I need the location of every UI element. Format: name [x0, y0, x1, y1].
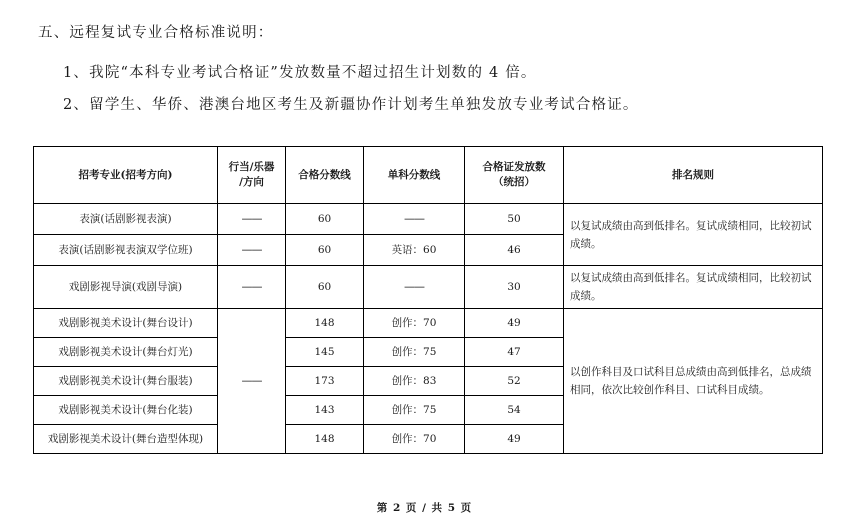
header-instrument: 行当/乐器 /方向: [218, 147, 286, 204]
cell-major: 戏剧影视美术设计(舞台灯光): [34, 338, 218, 367]
cell-pass: 148: [286, 425, 364, 454]
table-header-row: [34, 147, 823, 204]
cell-pass: 148: [286, 309, 364, 338]
cell-single: 创作：75: [364, 338, 465, 367]
cell-pass: 60: [286, 235, 364, 266]
cell-major: 戏剧影视美术设计(舞台设计): [34, 309, 218, 338]
header-cert-count: 合格证发放数 （统招）: [465, 147, 564, 204]
header-major: 招考专业(招考方向): [34, 147, 218, 204]
cell-pass: 143: [286, 396, 364, 425]
table-row: [34, 204, 823, 235]
cell-count: 50: [465, 204, 564, 235]
cell-rule: 以复试成绩由高到低排名。复试成绩相同，比较初试成绩。: [564, 204, 823, 266]
cell-count: 47: [465, 338, 564, 367]
cell-major: 戏剧影视美术设计(舞台服装): [34, 367, 218, 396]
section-heading: 五、远程复试专业合格标准说明：: [38, 25, 274, 41]
header-single-score: 单科分数线: [364, 147, 465, 204]
cell-instrument: ——: [218, 309, 286, 454]
cell-single: 创作：70: [364, 309, 465, 338]
note-item-2: 2、留学生、华侨、港澳台地区考生及新疆协作计划考生单独发放专业考试合格证。: [63, 97, 639, 113]
header-pass-score: 合格分数线: [286, 147, 364, 204]
header-rule: 排名规则: [564, 147, 823, 204]
cell-single: ——: [364, 204, 465, 235]
cell-count: 49: [465, 309, 564, 338]
cell-rule: 以复试成绩由高到低排名。复试成绩相同，比较初试成绩。: [564, 266, 823, 309]
pass-standard-table: [33, 146, 823, 454]
cell-count: 30: [465, 266, 564, 309]
note-item-1: 1、我院“本科专业考试合格证”发放数量不超过招生计划数的 4 倍。: [63, 65, 537, 81]
page-number: 第 2 页 / 共 5 页: [376, 502, 473, 514]
table-row: [34, 266, 823, 309]
cell-count: 54: [465, 396, 564, 425]
cell-instrument: ——: [218, 204, 286, 235]
cell-instrument: ——: [218, 266, 286, 309]
cell-pass: 60: [286, 266, 364, 309]
cell-count: 52: [465, 367, 564, 396]
cell-instrument: ——: [218, 235, 286, 266]
table-row: [34, 309, 823, 338]
cell-pass: 145: [286, 338, 364, 367]
cell-single: 英语：60: [364, 235, 465, 266]
cell-major: 戏剧影视美术设计(舞台化装): [34, 396, 218, 425]
cell-pass: 173: [286, 367, 364, 396]
cell-count: 46: [465, 235, 564, 266]
cell-single: 创作：75: [364, 396, 465, 425]
cell-major: 戏剧影视美术设计(舞台造型体现): [34, 425, 218, 454]
cell-major: 表演(话剧影视表演): [34, 204, 218, 235]
cell-major: 表演(话剧影视表演双学位班): [34, 235, 218, 266]
cell-single: ——: [364, 266, 465, 309]
cell-pass: 60: [286, 204, 364, 235]
cell-count: 49: [465, 425, 564, 454]
cell-rule: 以创作科目及口试科目总成绩由高到低排名，总成绩相同，依次比较创作科目、口试科目成绩。: [564, 309, 823, 454]
cell-single: 创作：83: [364, 367, 465, 396]
cell-single: 创作：70: [364, 425, 465, 454]
cell-major: 戏剧影视导演(戏剧导演): [34, 266, 218, 309]
